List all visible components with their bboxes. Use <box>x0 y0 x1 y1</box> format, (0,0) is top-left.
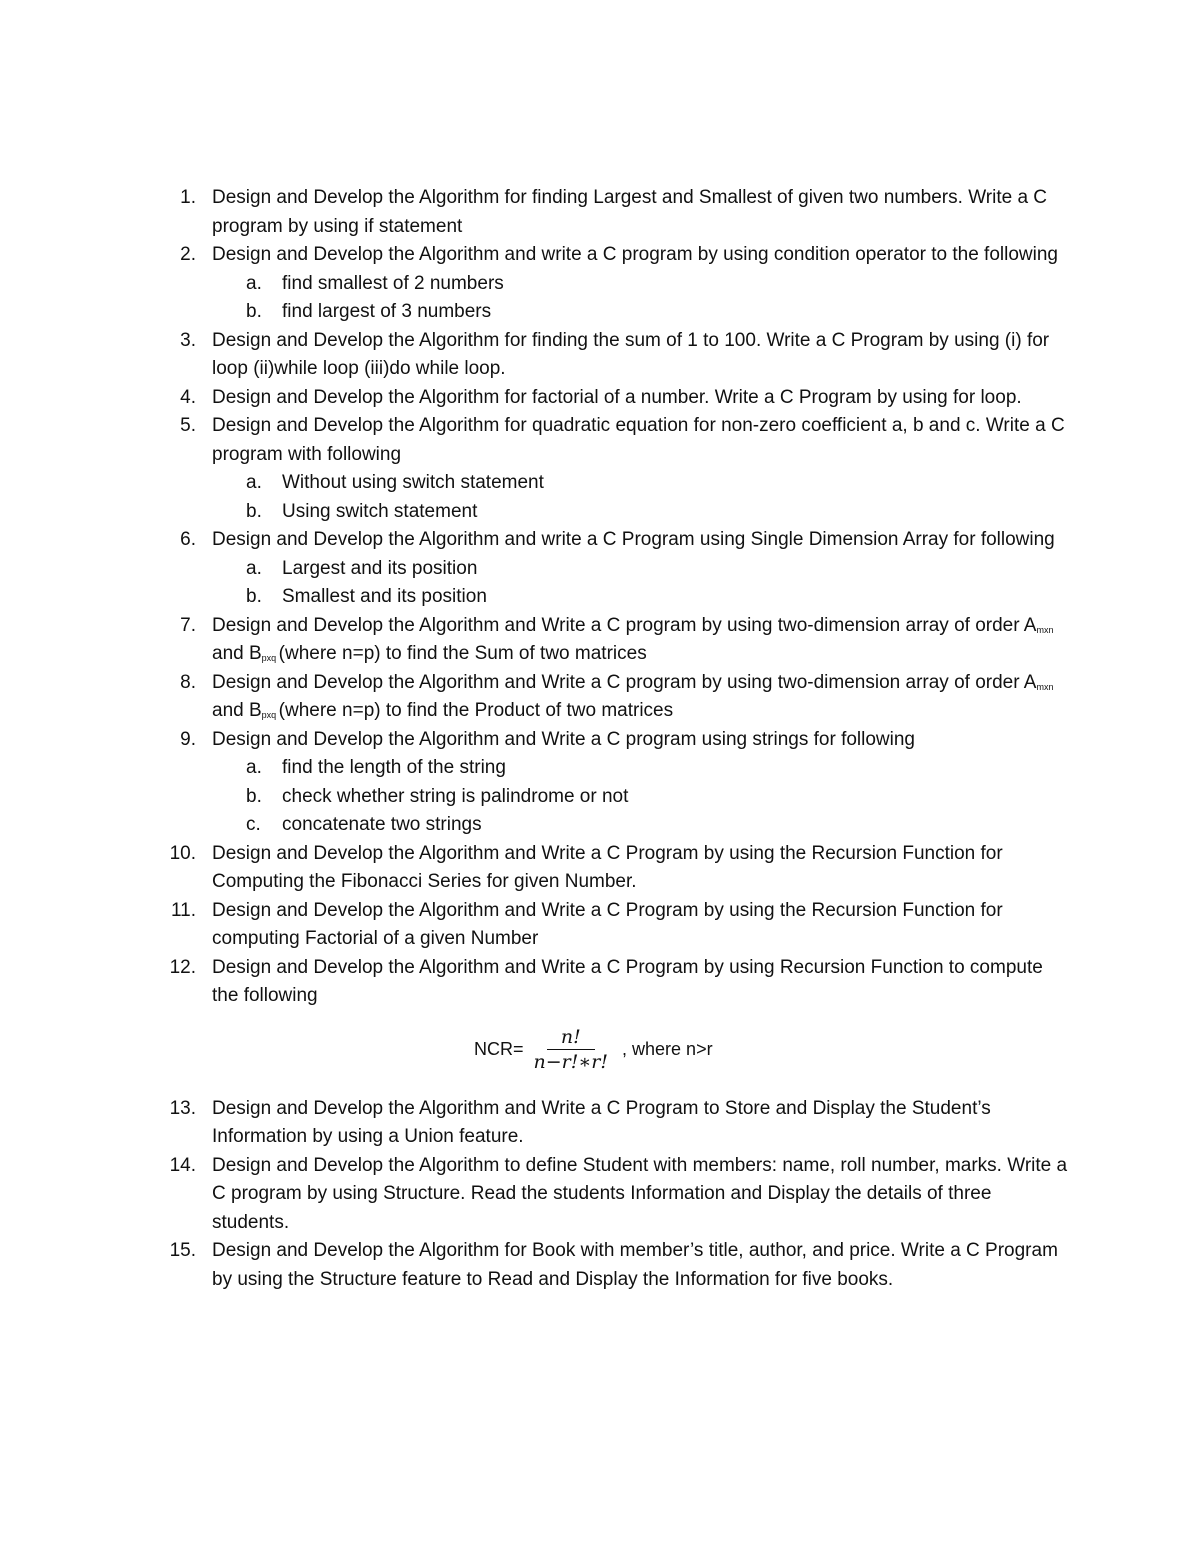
item-text: Design and Develop the Algorithm and Write a C Program by using Recursion Function to compute the following <box>212 956 1043 1006</box>
formula-lhs: NCR= <box>474 1038 524 1059</box>
item-number: 2. <box>180 244 196 265</box>
list-item <box>0 412 1200 469</box>
item-text-part: and B <box>212 700 262 721</box>
formula-denominator: n−r!∗r! <box>533 1050 609 1073</box>
sub-item <box>0 783 1200 812</box>
matrix-order-subscript: pxq <box>261 710 279 720</box>
list-item <box>0 954 1200 1011</box>
item-text-part: (where n=p) to find the Product of two matrices <box>278 700 674 721</box>
item-text <box>212 672 1053 722</box>
sub-item-text: find largest of 3 numbers <box>282 301 492 322</box>
formula-numerator: n! <box>547 1025 595 1050</box>
formula-fraction <box>526 1025 617 1074</box>
sub-item-letter: a. <box>246 472 262 493</box>
sub-item-letter: b. <box>246 586 262 607</box>
list-item <box>0 726 1200 755</box>
sub-item-text: find the length of the string <box>282 757 506 778</box>
item-text: Design and Develop the Algorithm and write a C Program using Single Dimension Array for following <box>212 529 1055 550</box>
sub-item-text: find smallest of 2 numbers <box>282 272 504 294</box>
sub-item <box>0 811 1200 840</box>
sub-item-text: check whether string is palindrome or not <box>282 785 629 807</box>
sub-item <box>0 498 1200 527</box>
item-text: Design and Develop the Algorithm and Write a C Program to Store and Display the Student’s Information by using a Union feature. <box>212 1097 991 1147</box>
item-number: 15. <box>169 1240 196 1261</box>
sub-item-text: Using switch statement <box>282 500 478 522</box>
item-text: Design and Develop the Algorithm for factorial of a number. Write a C Program by using for loop. <box>212 386 1022 408</box>
sub-item-text: Smallest and its position <box>282 586 487 607</box>
sub-item <box>0 298 1200 327</box>
matrix-order-subscript: mxn <box>1036 681 1054 692</box>
item-number: 7. <box>180 614 196 636</box>
question-list <box>0 184 1200 1294</box>
sub-item-letter: b. <box>246 500 262 522</box>
item-number: 3. <box>180 329 196 351</box>
formula-condition: , where n>r <box>622 1038 713 1059</box>
item-text <box>212 615 1053 665</box>
sub-item-letter: a. <box>246 272 262 294</box>
sub-item <box>0 555 1200 584</box>
item-number: 10. <box>169 842 196 864</box>
sub-item <box>0 469 1200 498</box>
sub-item <box>0 270 1200 299</box>
item-number: 13. <box>169 1097 196 1119</box>
item-text: Design and Develop the Algorithm for finding Largest and Smallest of given two numbers. Write a C program by using if statement <box>212 187 1048 237</box>
item-text-part: (where n=p) to find the Sum of two matrices <box>278 643 647 664</box>
list-item <box>0 840 1200 897</box>
list-item <box>0 384 1200 413</box>
sub-item <box>0 583 1200 612</box>
sub-item-text: Largest and its position <box>282 557 478 579</box>
sub-item-text: Without using switch statement <box>282 472 544 493</box>
list-item <box>0 184 1200 241</box>
sub-item-letter: a. <box>246 557 262 579</box>
list-item <box>0 1095 1200 1152</box>
item-number: 8. <box>180 671 196 693</box>
item-number: 5. <box>180 415 196 436</box>
sub-item-letter: a. <box>246 757 262 778</box>
item-number: 9. <box>180 728 196 750</box>
list-item <box>0 327 1200 384</box>
list-item <box>0 897 1200 954</box>
sub-item-letter: b. <box>246 785 262 807</box>
sub-item <box>0 754 1200 783</box>
item-number: 4. <box>180 386 196 408</box>
sub-item-text: concatenate two strings <box>282 814 482 835</box>
ncr-formula <box>474 1025 713 1074</box>
item-text: Design and Develop the Algorithm for finding the sum of 1 to 100. Write a C Program by using (i) for loop (ii)while loop (iii)do while loop. <box>212 329 1050 379</box>
item-text-part: Design and Develop the Algorithm and Write a C program by using two-dimension array of order A <box>212 614 1037 636</box>
list-item <box>0 612 1200 669</box>
item-text: Design and Develop the Algorithm for Book with member’s title, author, and price. Write a C Program by using the Structure feature to Read and Display the Information for five books. <box>212 1240 1058 1290</box>
matrix-order-subscript: pxq <box>261 653 279 663</box>
list-item <box>0 1152 1200 1238</box>
item-number: 14. <box>169 1154 196 1176</box>
item-text: Design and Develop the Algorithm for quadratic equation for non-zero coefficient a, b and c. Write a C program with following <box>212 415 1065 465</box>
item-text-part: Design and Develop the Algorithm and Write a C program by using two-dimension array of order A <box>212 671 1037 693</box>
item-number: 6. <box>180 529 196 550</box>
sub-item-letter: c. <box>246 814 261 835</box>
item-text-part: and B <box>212 643 262 664</box>
matrix-order-subscript: mxn <box>1036 624 1054 635</box>
sub-item-letter: b. <box>246 301 262 322</box>
item-text: Design and Develop the Algorithm and Write a C Program by using the Recursion Function for Computing the Fibonacci Series for given Number. <box>212 842 1003 892</box>
item-text: Design and Develop the Algorithm and Write a C program using strings for following <box>212 728 915 750</box>
list-item <box>0 1237 1200 1294</box>
list-item <box>0 241 1200 270</box>
list-item <box>0 526 1200 555</box>
list-item <box>0 669 1200 726</box>
formula-block <box>0 1011 1200 1095</box>
item-number: 11. <box>170 899 196 921</box>
item-number: 1. <box>180 187 196 208</box>
item-number: 12. <box>169 956 196 978</box>
item-text: Design and Develop the Algorithm to define Student with members: name, roll number, marks. Write a C program by using Structure. Read the students Information and Display the details of three students. <box>212 1154 1068 1233</box>
item-text: Design and Develop the Algorithm and Write a C Program by using the Recursion Function for computing Factorial of a given Number <box>212 899 1003 949</box>
item-text: Design and Develop the Algorithm and write a C program by using condition operator to the following <box>212 244 1058 265</box>
